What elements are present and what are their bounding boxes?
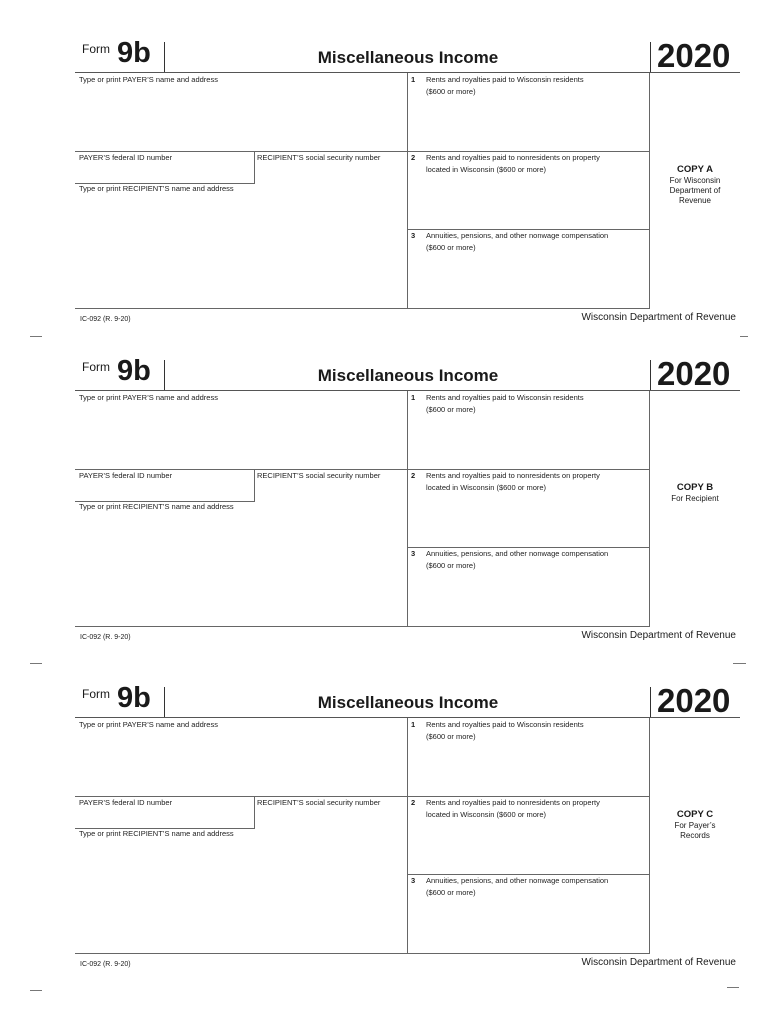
divider <box>75 626 649 627</box>
tax-year: 2020 <box>657 37 731 74</box>
box2-field[interactable] <box>426 797 656 821</box>
recipient-ssn-field[interactable]: RECIPIENT’S social security number <box>257 153 381 162</box>
box2-label-threshold: located in Wisconsin ($600 or more) <box>426 483 547 492</box>
divider <box>650 42 651 72</box>
box2-number: 2 <box>411 798 416 807</box>
box1-label-threshold: ($600 or more) <box>426 405 476 414</box>
cut-mark <box>30 990 42 991</box>
box1-label: Rents and royalties paid to Wisconsin residents <box>426 393 584 402</box>
revision-number: IC-092 (R. 9-20) <box>80 316 131 323</box>
payer-id-field[interactable]: PAYER’S federal ID number <box>79 798 173 807</box>
divider <box>650 687 651 717</box>
divider <box>407 718 408 954</box>
divider <box>254 796 255 828</box>
form-grid <box>75 72 740 308</box>
cut-mark <box>727 987 739 988</box>
box3-field[interactable] <box>426 875 656 899</box>
box2-number: 2 <box>411 471 416 480</box>
box2-label: Rents and royalties paid to nonresidents on property <box>426 471 600 480</box>
box1-number: 1 <box>411 393 416 402</box>
copy-subtitle: Records <box>680 831 710 840</box>
copy-designation <box>652 809 738 841</box>
form-title: Miscellaneous Income <box>317 48 499 67</box>
tax-year: 2020 <box>657 355 731 392</box>
copy-subtitle: Department of <box>669 186 721 195</box>
revision-number: IC-092 (R. 9-20) <box>80 634 131 641</box>
department-name: Wisconsin Department of Revenue <box>581 312 736 323</box>
divider <box>649 718 650 954</box>
box3-label-threshold: ($600 or more) <box>426 561 476 570</box>
cut-mark <box>740 336 748 337</box>
form-copy-c <box>0 681 770 1011</box>
box1-number: 1 <box>411 720 416 729</box>
box1-label-threshold: ($600 or more) <box>426 732 476 741</box>
divider <box>407 391 408 627</box>
cut-mark <box>30 663 42 664</box>
divider <box>164 360 165 390</box>
divider <box>75 308 649 309</box>
box3-label: Annuities, pensions, and other nonwage compensation <box>426 549 609 558</box>
box3-number: 3 <box>411 876 416 885</box>
box2-label: Rents and royalties paid to nonresidents on property <box>426 798 600 807</box>
box3-field[interactable] <box>426 548 656 572</box>
form-grid <box>75 717 740 953</box>
divider <box>75 953 649 954</box>
copy-subtitle: For Wisconsin <box>669 176 721 185</box>
department-name: Wisconsin Department of Revenue <box>581 630 736 641</box>
box2-label: Rents and royalties paid to nonresidents on property <box>426 153 600 162</box>
form-title: Miscellaneous Income <box>317 693 499 712</box>
form-number: 9b <box>117 37 151 69</box>
copy-title: COPY B <box>676 482 714 493</box>
divider <box>254 469 255 501</box>
box1-label-threshold: ($600 or more) <box>426 87 476 96</box>
divider <box>164 687 165 717</box>
payer-name-field[interactable]: Type or print PAYER’S name and address <box>79 393 218 402</box>
box3-label: Annuities, pensions, and other nonwage compensation <box>426 231 609 240</box>
box2-number: 2 <box>411 153 416 162</box>
form-number: 9b <box>117 355 151 387</box>
box1-field[interactable] <box>426 74 656 98</box>
revision-number: IC-092 (R. 9-20) <box>80 961 131 968</box>
divider <box>650 360 651 390</box>
form-word: Form <box>82 360 110 374</box>
form-grid <box>75 390 740 626</box>
box1-field[interactable] <box>426 719 656 743</box>
copy-title: COPY C <box>676 809 714 820</box>
copy-subtitle: For Recipient <box>671 494 719 503</box>
divider <box>164 42 165 72</box>
form-copy-a <box>0 36 770 366</box>
box3-label-threshold: ($600 or more) <box>426 243 476 252</box>
recipient-name-field[interactable]: Type or print RECIPIENT’S name and address <box>79 502 234 511</box>
payer-id-field[interactable]: PAYER’S federal ID number <box>79 471 173 480</box>
box3-label: Annuities, pensions, and other nonwage compensation <box>426 876 609 885</box>
copy-subtitle: Revenue <box>678 196 712 205</box>
box2-field[interactable] <box>426 152 656 176</box>
box1-number: 1 <box>411 75 416 84</box>
form-copy-b <box>0 354 770 684</box>
form-title: Miscellaneous Income <box>317 366 499 385</box>
box2-field[interactable] <box>426 470 656 494</box>
divider <box>649 73 650 309</box>
payer-name-field[interactable]: Type or print PAYER’S name and address <box>79 75 218 84</box>
cut-mark <box>30 336 42 337</box>
box2-label-threshold: located in Wisconsin ($600 or more) <box>426 165 547 174</box>
payer-id-field[interactable]: PAYER’S federal ID number <box>79 153 173 162</box>
cut-mark <box>733 663 746 664</box>
box1-label: Rents and royalties paid to Wisconsin residents <box>426 720 584 729</box>
payer-name-field[interactable]: Type or print PAYER’S name and address <box>79 720 218 729</box>
recipient-ssn-field[interactable]: RECIPIENT’S social security number <box>257 798 381 807</box>
box3-number: 3 <box>411 549 416 558</box>
form-number: 9b <box>117 682 151 714</box>
recipient-name-field[interactable]: Type or print RECIPIENT’S name and address <box>79 829 234 838</box>
copy-designation <box>652 482 738 504</box>
divider <box>407 73 408 309</box>
tax-year: 2020 <box>657 682 731 719</box>
recipient-name-field[interactable]: Type or print RECIPIENT’S name and address <box>79 184 234 193</box>
divider <box>254 151 255 183</box>
box2-label-threshold: located in Wisconsin ($600 or more) <box>426 810 547 819</box>
box3-number: 3 <box>411 231 416 240</box>
form-word: Form <box>82 42 110 56</box>
box3-label-threshold: ($600 or more) <box>426 888 476 897</box>
box3-field[interactable] <box>426 230 656 254</box>
recipient-ssn-field[interactable]: RECIPIENT’S social security number <box>257 471 381 480</box>
box1-field[interactable] <box>426 392 656 416</box>
copy-title: COPY A <box>677 164 713 175</box>
divider <box>649 391 650 627</box>
department-name: Wisconsin Department of Revenue <box>581 957 736 968</box>
copy-designation <box>652 164 738 206</box>
form-word: Form <box>82 687 110 701</box>
box1-label: Rents and royalties paid to Wisconsin residents <box>426 75 584 84</box>
copy-subtitle: For Payer’s <box>674 821 716 830</box>
